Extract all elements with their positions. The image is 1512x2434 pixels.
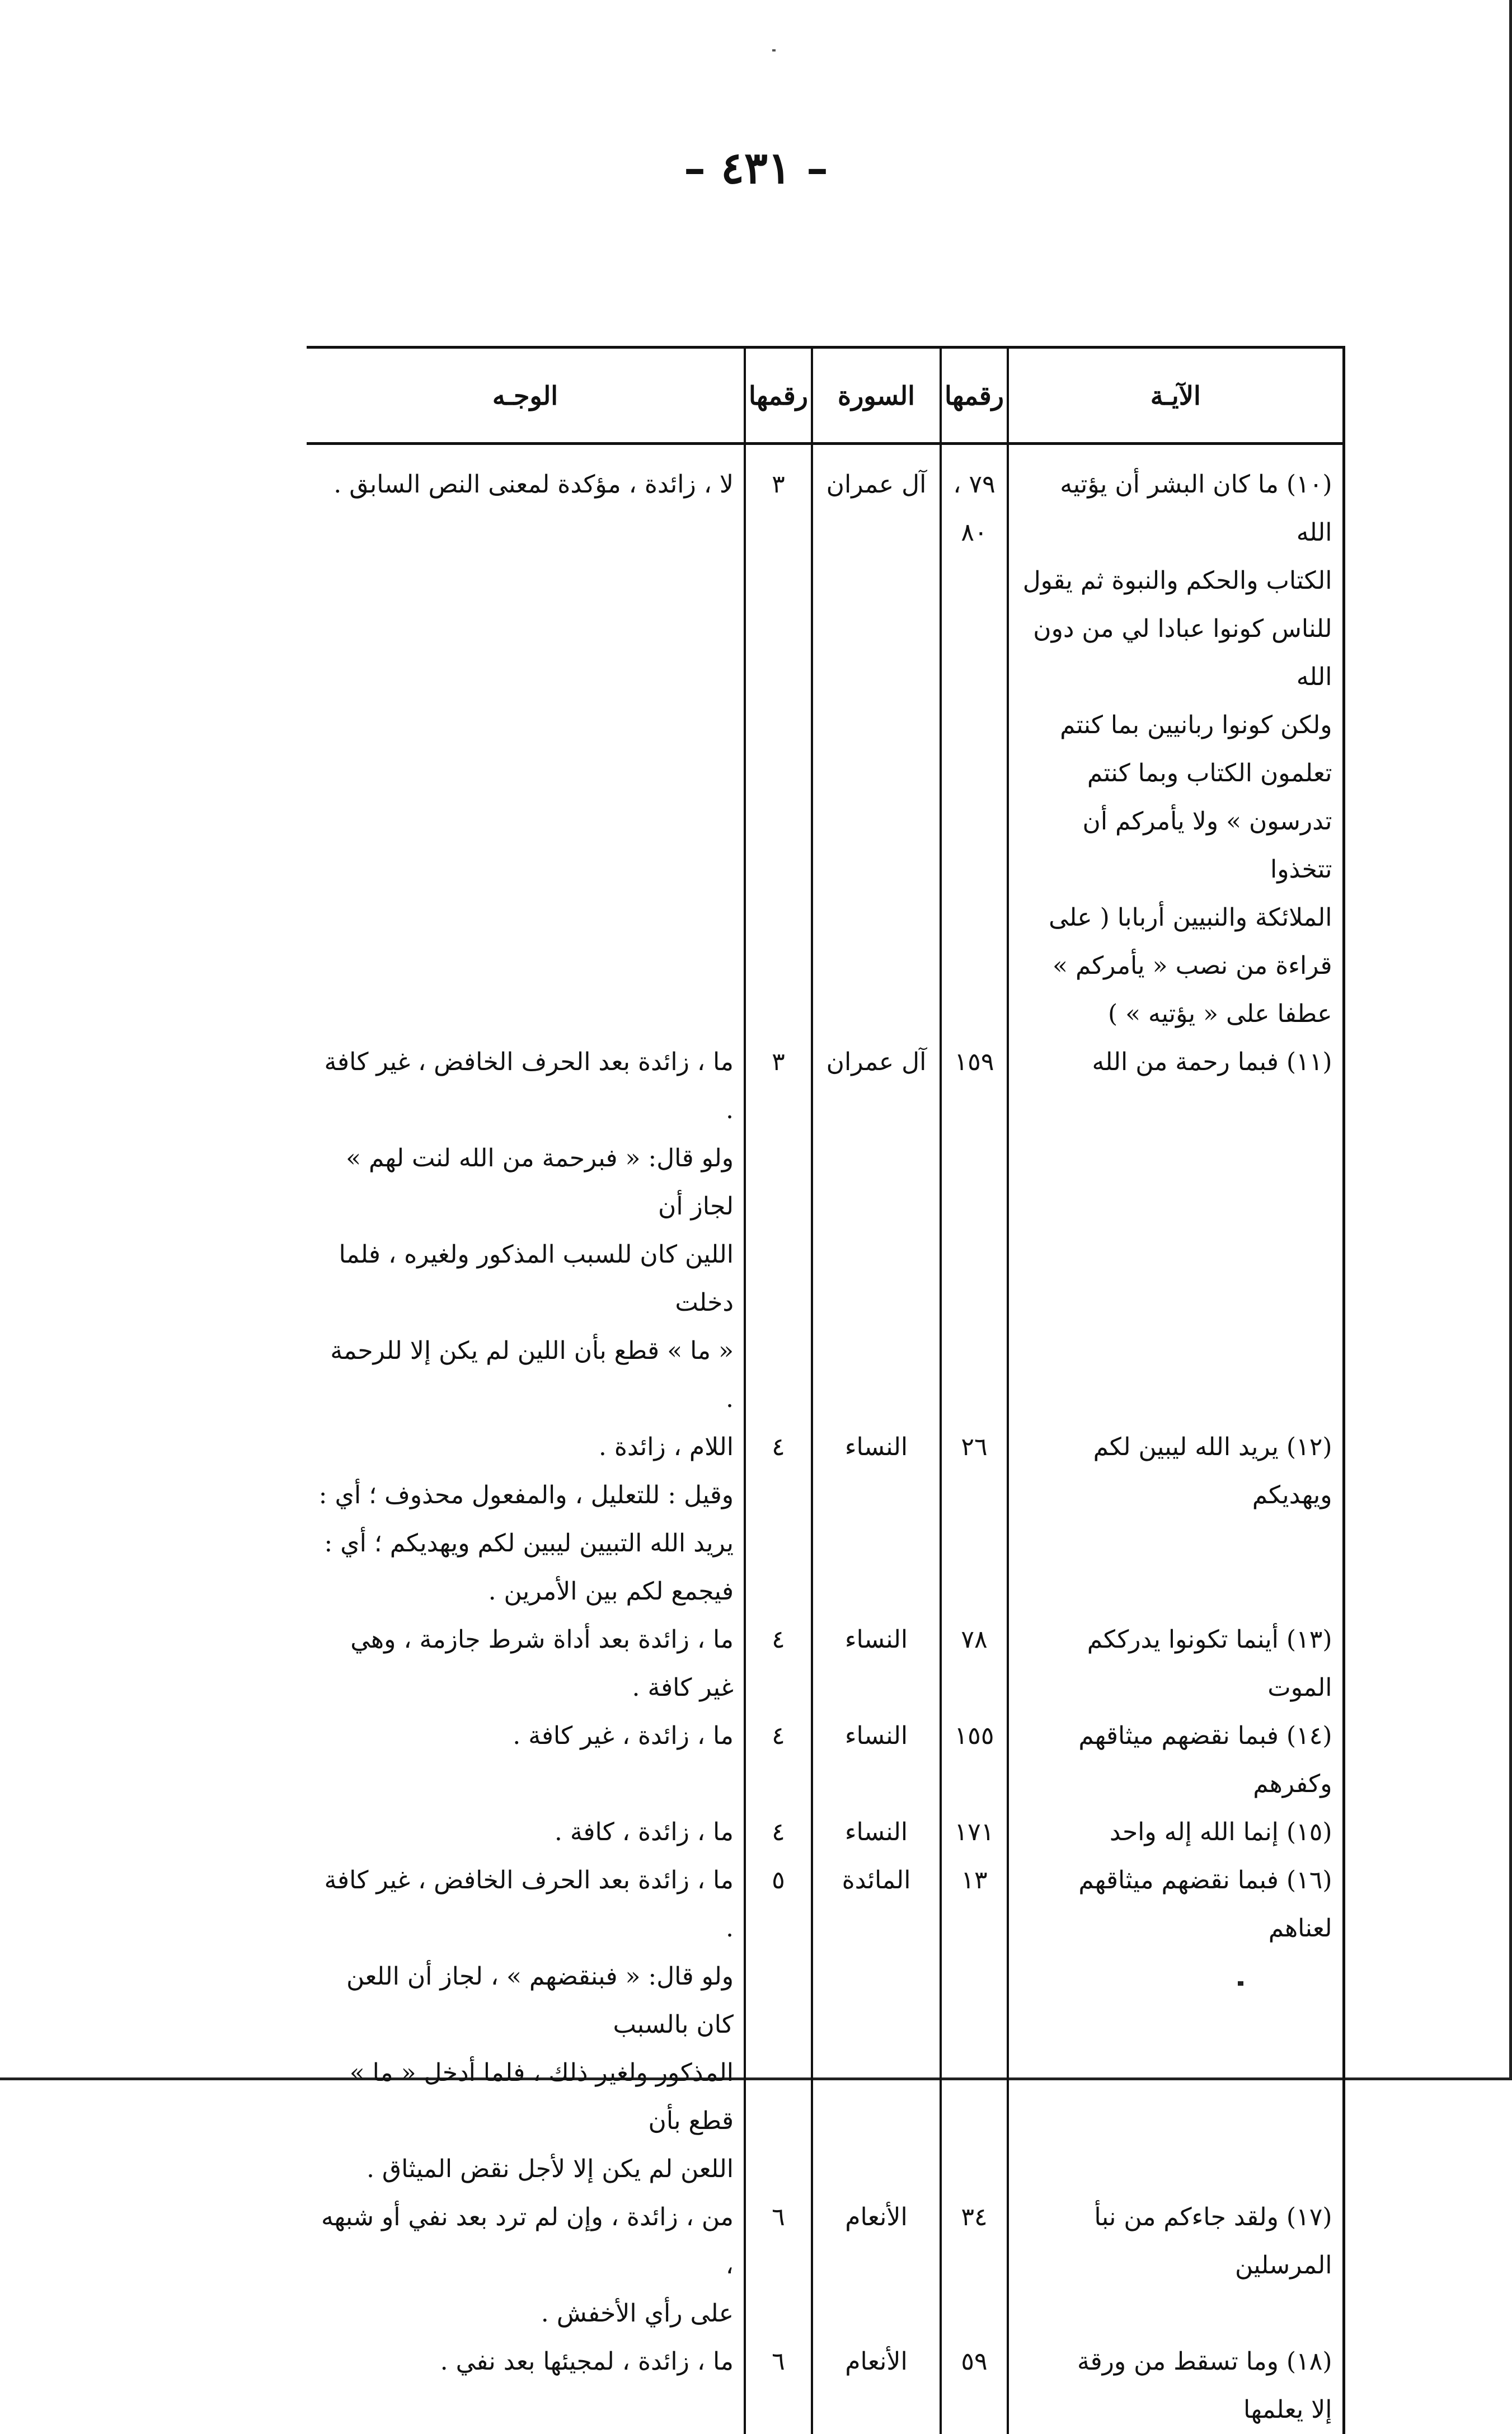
ayah-cell: [1008, 2338, 1344, 2434]
way-cell: [307, 2193, 745, 2338]
table-row: [307, 1856, 1344, 2193]
way-cell: [307, 1038, 745, 1423]
way-cell-line: ما ، زائدة ، لمجيئها بعد نفي .: [317, 2338, 734, 2386]
way-cell-line: على رأي الأخفش .: [317, 2290, 734, 2338]
way-cell-line: يريد الله التبيين ليبين لكم ويهديكم ؛ أي :: [317, 1520, 734, 1568]
way-cell-line: ما ، زائدة بعد الحرف الخافض ، غير كافة .: [317, 1038, 734, 1134]
ayah-cell-line: للناس كونوا عبادا لي من دون الله: [1019, 605, 1332, 701]
ayah-cell: [1008, 1712, 1344, 1808]
ayah-number-cell: [941, 2338, 1008, 2434]
ayah-number-cell: [941, 1856, 1008, 2193]
ayah-cell-line: الملائكة والنبيين أربابا ( على: [1019, 894, 1332, 942]
table-header-row: [307, 348, 1344, 444]
ayah-cell-line: (١٠) ما كان البشر أن يؤتيه الله: [1019, 461, 1332, 557]
ayah-number-cell-line: ٨٠: [945, 509, 1003, 557]
way-cell-line: ولو قال: « فبرحمة من الله لنت لهم » لجاز أن: [317, 1134, 734, 1231]
page-number: – ٤٣١ –: [644, 143, 868, 194]
surah-number-cell: ٤: [745, 1616, 812, 1712]
table-row: [307, 1616, 1344, 1712]
header-surah: السورة: [812, 348, 941, 444]
ayah-number-cell-line: ١٧١: [945, 1808, 1003, 1856]
ayah-number-cell: [941, 1616, 1008, 1712]
ayah-number-cell: [941, 1808, 1008, 1856]
surah-cell: النساء: [812, 1616, 941, 1712]
ayah-cell-line: إلا يعلمها: [1019, 2386, 1332, 2434]
surah-cell: الأنعام: [812, 2338, 941, 2434]
ayah-cell-line: ولكن كونوا ربانيين بما كنتم: [1019, 701, 1332, 749]
scan-speck: [1238, 1981, 1243, 1986]
ayah-number-cell-line: ٧٨: [945, 1616, 1003, 1664]
ayah-number-cell-line: ٢٦: [945, 1423, 1003, 1471]
way-cell-line: من ، زائدة ، وإن لم ترد بعد نفي أو شبهه ،: [317, 2193, 734, 2290]
way-cell: [307, 1616, 745, 1712]
page-edge-right: [1509, 0, 1512, 2080]
way-cell-line: اللين كان للسبب المذكور ولغيره ، فلما دخلت: [317, 1231, 734, 1327]
ayah-cell-line: (١١) فبما رحمة من الله: [1019, 1038, 1332, 1086]
table: [307, 346, 1345, 2434]
ayah-cell: [1008, 1616, 1344, 1712]
way-cell-line: اللعن لم يكن إلا لأجل نقض الميثاق .: [317, 2145, 734, 2193]
ayah-cell-line: تعلمون الكتاب وبما كنتم: [1019, 749, 1332, 798]
surah-number-cell: ٣: [745, 444, 812, 1039]
ayah-number-cell: [941, 1423, 1008, 1616]
surah-cell: آل عمران: [812, 444, 941, 1039]
way-cell-line: ما ، زائدة بعد أداة شرط جازمة ، وهي: [317, 1616, 734, 1664]
way-cell: [307, 1856, 745, 2193]
way-cell-line: ما ، زائدة ، كافة .: [317, 1808, 734, 1856]
surah-cell: الأنعام: [812, 2193, 941, 2338]
ayah-number-cell-line: ٥٩: [945, 2338, 1003, 2386]
ayah-cell: [1008, 1808, 1344, 1856]
table-row: [307, 2338, 1344, 2434]
way-cell-line: المذكور ولغير ذلك ، فلما أدخل « ما » قطع بأن: [317, 2049, 734, 2145]
way-cell-line: اللام ، زائدة .: [317, 1423, 734, 1471]
way-cell-line: غير كافة .: [317, 1664, 734, 1712]
ayah-number-cell-line: ٧٩ ،: [945, 461, 1003, 509]
way-cell-line: « ما » قطع بأن اللين لم يكن إلا للرحمة .: [317, 1327, 734, 1423]
surah-cell: المائدة: [812, 1856, 941, 2193]
ayah-number-cell: [941, 1712, 1008, 1808]
table-body: [307, 444, 1344, 2434]
scan-speck: [772, 49, 776, 51]
surah-number-cell: ٦: [745, 2338, 812, 2434]
ayah-cell: [1008, 2193, 1344, 2338]
ayah-number-cell-line: ٣٤: [945, 2193, 1003, 2241]
ayah-cell-line: (١٧) ولقد جاءكم من نبأ المرسلين: [1019, 2193, 1332, 2290]
way-cell: [307, 1712, 745, 1808]
ayah-number-cell-line: ١٥٥: [945, 1712, 1003, 1760]
way-cell-line: وقيل : للتعليل ، والمفعول محذوف ؛ أي :: [317, 1471, 734, 1520]
header-surah-number: رقمها: [745, 348, 812, 444]
way-cell-line: لا ، زائدة ، مؤكدة لمعنى النص السابق .: [317, 461, 734, 509]
surah-cell: النساء: [812, 1423, 941, 1616]
ayah-cell-line: الكتاب والحكم والنبوة ثم يقول: [1019, 557, 1332, 605]
surah-cell: النساء: [812, 1808, 941, 1856]
table-row: [307, 1712, 1344, 1808]
surah-number-cell: ٦: [745, 2193, 812, 2338]
table-row: [307, 1038, 1344, 1423]
ayah-cell: [1008, 1423, 1344, 1616]
ayah-cell-line: (١٨) وما تسقط من ورقة: [1019, 2338, 1332, 2386]
ayah-number-cell-line: ١٣: [945, 1856, 1003, 1905]
way-cell-line: ما ، زائدة بعد الحرف الخافض ، غير كافة .: [317, 1856, 734, 1953]
ayah-cell-line: (١٤) فبما نقضهم ميثاقهم وكفرهم: [1019, 1712, 1332, 1808]
surah-number-cell: ٤: [745, 1423, 812, 1616]
ayah-number-cell: [941, 1038, 1008, 1423]
ayah-cell: [1008, 444, 1344, 1039]
ayah-cell-line: (١٥) إنما الله إله واحد: [1019, 1808, 1332, 1856]
surah-number-cell: ٣: [745, 1038, 812, 1423]
table-row: [307, 2193, 1344, 2338]
ayah-cell: [1008, 1038, 1344, 1423]
header-ayah: الآيـة: [1008, 348, 1344, 444]
surah-number-cell: ٥: [745, 1856, 812, 2193]
ayah-cell: [1008, 1856, 1344, 2193]
ayah-cell-line: قراءة من نصب « يأمركم »: [1019, 942, 1332, 990]
way-cell: [307, 1808, 745, 1856]
way-cell: [307, 1423, 745, 1616]
table-row: [307, 1423, 1344, 1616]
ayah-cell-line: (١٢) يريد الله ليبين لكم ويهديكم: [1019, 1423, 1332, 1520]
way-cell-line: ما ، زائدة ، غير كافة .: [317, 1712, 734, 1760]
surah-cell: آل عمران: [812, 1038, 941, 1423]
ayah-cell-line: عطفا على « يؤتيه » ): [1019, 990, 1332, 1038]
way-cell-line: ولو قال: « فبنقضهم » ، لجاز أن اللعن كان بالسبب: [317, 1953, 734, 2049]
way-cell: [307, 444, 745, 1039]
ayah-cell-line: تدرسون » ولا يأمركم أن تتخذوا: [1019, 798, 1332, 894]
ayah-number-cell: [941, 444, 1008, 1039]
table-row: [307, 444, 1344, 1039]
way-cell: [307, 2338, 745, 2434]
table-row: [307, 1808, 1344, 1856]
ayah-cell-line: (١٦) فبما نقضهم ميثاقهم لعناهم: [1019, 1856, 1332, 1953]
header-ayah-number: رقمها: [941, 348, 1008, 444]
way-cell-line: فيجمع لكم بين الأمرين .: [317, 1568, 734, 1616]
ayah-number-cell: [941, 2193, 1008, 2338]
surah-cell: النساء: [812, 1712, 941, 1808]
surah-number-cell: ٤: [745, 1808, 812, 1856]
surah-number-cell: ٤: [745, 1712, 812, 1808]
header-way: الوجـه: [307, 348, 745, 444]
ayah-cell-line: (١٣) أينما تكونوا يدرككم الموت: [1019, 1616, 1332, 1712]
ayah-number-cell-line: ١٥٩: [945, 1038, 1003, 1086]
grammar-table: [307, 346, 1344, 1847]
